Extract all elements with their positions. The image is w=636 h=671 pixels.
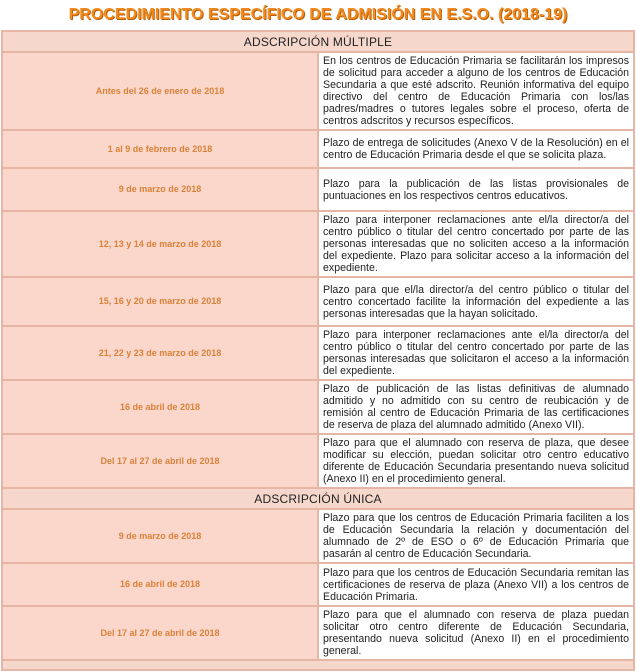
date-cell: Del 17 al 27 de abril de 2018 (3, 435, 317, 487)
table-row (3, 607, 633, 659)
table-row (3, 435, 633, 487)
table-row (3, 131, 633, 167)
description-cell: Plazo de publicación de las listas definitivas de alumnado admitido y no admitido con su centro de reubicación y de remisión al centro de Educación Primaria de las certificaciones de reserva de plaza del alumnado admitido (Anexo VII). (319, 381, 633, 433)
date-cell: 15, 16 y 20 de marzo de 2018 (3, 278, 317, 325)
description-cell: Plazo para que los centros de Educación Primaria faciliten a los de Educación Secundaria la relación y documentación del alumnado de 2º de ESO o 6º de Educación Primaria que pasarán al centro de Educación Secundaria. (319, 510, 633, 562)
date-cell: 9 de marzo de 2018 (3, 510, 317, 562)
section-heading: ADSCRIPCIÓN MÚLTIPLE (3, 32, 633, 51)
table-row (3, 381, 633, 433)
date-cell: 16 de abril de 2018 (3, 564, 317, 605)
description-cell: Plazo para que el alumnado con reserva de plaza puedan solicitar otro centro diferente de Educación Secundaria, presentando nueva solicitud (Anexo II) en el procedimiento general. (319, 607, 633, 659)
section-heading: ADSCRIPCIÓN ÚNICA (3, 489, 633, 508)
table-footer (3, 661, 633, 669)
admission-schedule-table (1, 30, 635, 671)
date-cell: 12, 13 y 14 de marzo de 2018 (3, 212, 317, 276)
date-cell: 16 de abril de 2018 (3, 381, 317, 433)
date-cell: Del 17 al 27 de abril de 2018 (3, 607, 317, 659)
table-row (3, 212, 633, 276)
date-cell: 21, 22 y 23 de marzo de 2018 (3, 327, 317, 379)
description-cell: En los centros de Educación Primaria se facilitarán los impresos de solicitud para acceder a alguno de los centros de Educación Secundaria a que esté adscrito. Reunión informativa del equipo directivo del centro de Educación Primaria con los/las padres/madres o tutores legales sobre el proceso, oferta de centros adscritos y recursos específicos. (319, 53, 633, 129)
description-cell: Plazo para que los centros de Educación Secundaria remitan las certificaciones de reserva de plaza (Anexo VII) a los centros de Educación Primaria. (319, 564, 633, 605)
section-header-row (3, 32, 633, 51)
page-title: PROCEDIMIENTO ESPECÍFICO DE ADMISIÓN EN E.S.O. (2018-19) (68, 6, 568, 23)
description-cell: Plazo para que el alumnado con reserva de plaza, que desee modificar su elección, puedan solicitar otro centro educativo diferente de Educación Secundaria presentando nueva solicitud (Anexo II) en el procedimiento general. (319, 435, 633, 487)
description-cell: Plazo para que el/la director/a del centro público o titular del centro concertado facilite la información del expediente a las personas interesadas que la hayan solicitado. (319, 278, 633, 325)
table-row (3, 53, 633, 129)
table-row (3, 169, 633, 210)
table-row (3, 278, 633, 325)
table-row (3, 510, 633, 562)
description-cell: Plazo para interponer reclamaciones ante el/la director/a del centro público o titular del centro concertado por parte de las personas interesadas que solicitaron el acceso a la información del expediente. (319, 327, 633, 379)
date-cell: Antes del 26 de enero de 2018 (3, 53, 317, 129)
table-footer-row (3, 661, 633, 669)
date-cell: 1 al 9 de febrero de 2018 (3, 131, 317, 167)
description-cell: Plazo para interponer reclamaciones ante el/la director/a del centro público o titular del centro concertado por parte de las personas interesadas que no soliciten acceso a la información del expediente. Plazo para solicitar acceso a la información del expediente. (319, 212, 633, 276)
description-cell: Plazo para la publicación de las listas provisionales de puntuaciones en los respectivos centros educativos. (319, 169, 633, 210)
description-cell: Plazo de entrega de solicitudes (Anexo V de la Resolución) en el centro de Educación Primaria desde el que se solicita plaza. (319, 131, 633, 167)
section-header-row (3, 489, 633, 508)
date-cell: 9 de marzo de 2018 (3, 169, 317, 210)
table-row (3, 327, 633, 379)
table-row (3, 564, 633, 605)
